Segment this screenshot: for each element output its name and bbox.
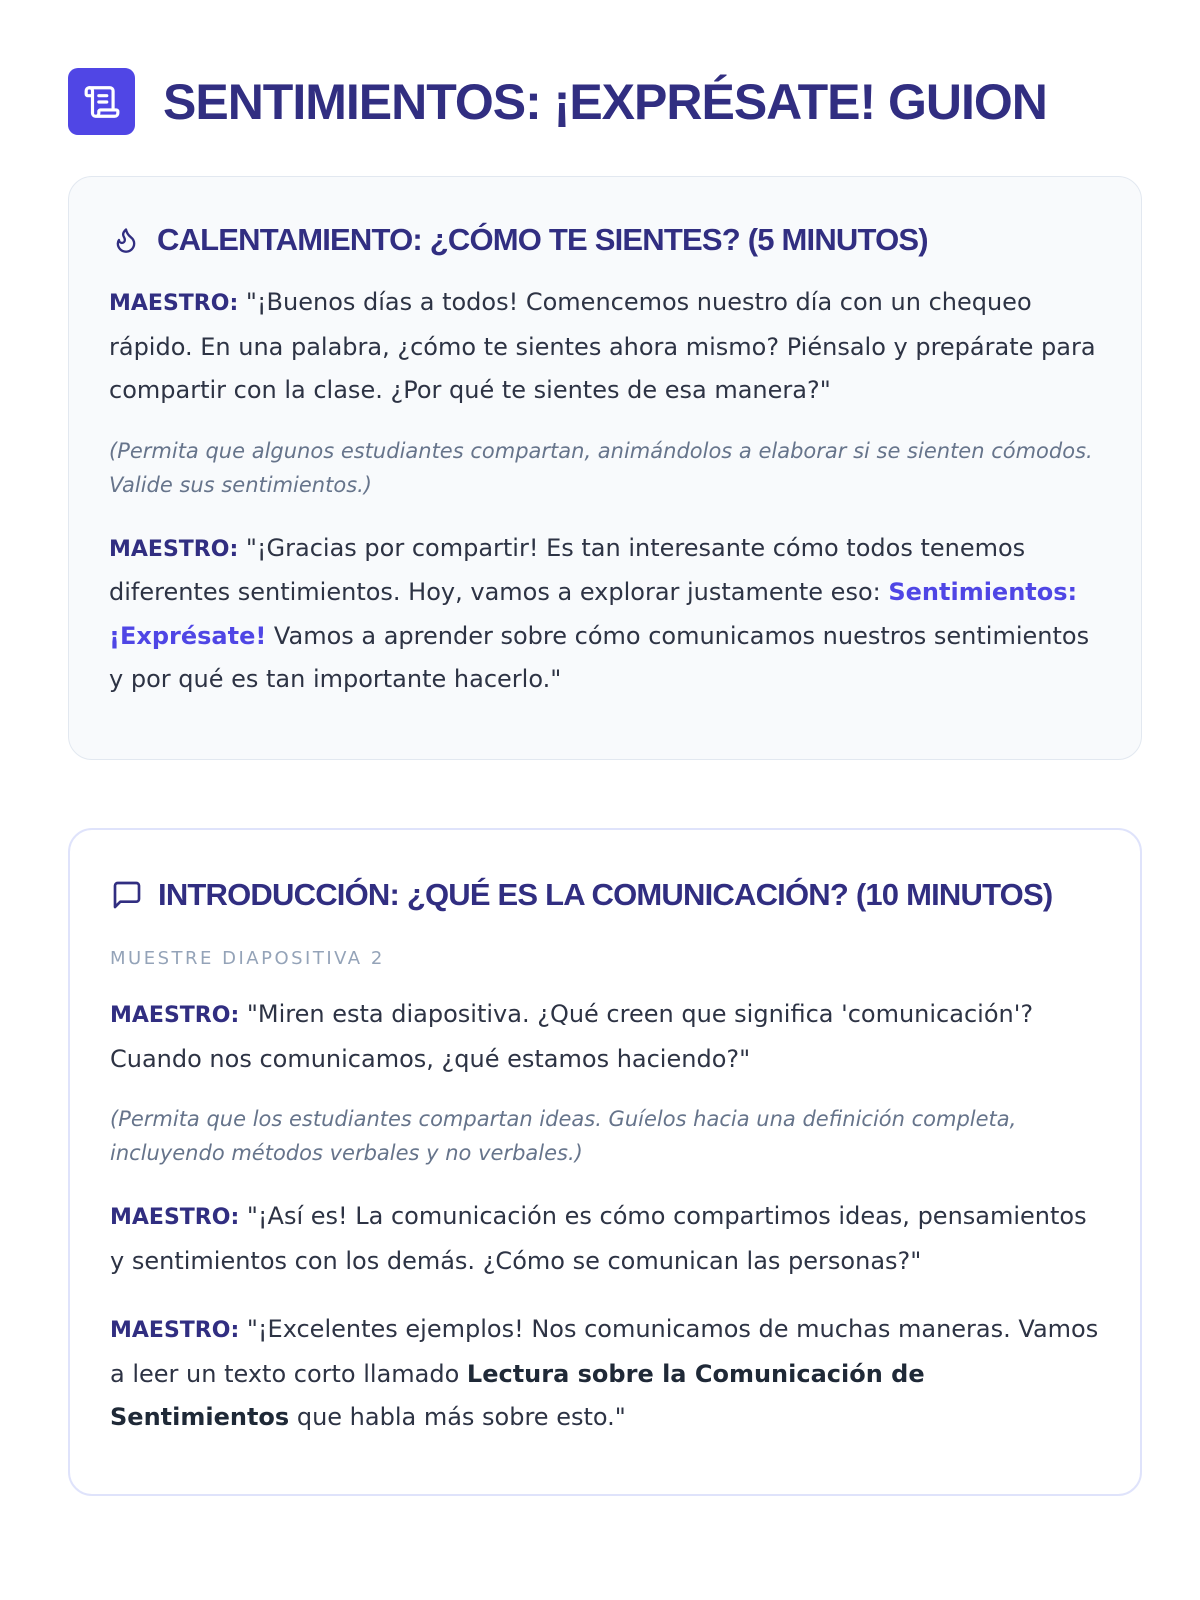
dialogue-text: que habla más sobre esto." bbox=[289, 1403, 626, 1431]
speaker-label: MAESTRO: bbox=[110, 1205, 240, 1230]
stage-direction: (Permita que algunos estudiantes compartan, animándolos a elaborar si se sienten cómodos. Valide sus sentimientos.) bbox=[109, 438, 1093, 497]
speaker-label: MAESTRO: bbox=[109, 536, 239, 562]
speaker-label: MAESTRO: bbox=[110, 1318, 240, 1343]
teacher-line bbox=[110, 1308, 1100, 1440]
page-header bbox=[68, 68, 1047, 135]
teacher-line bbox=[110, 1195, 1100, 1283]
stage-direction: (Permita que los estudiantes compartan ideas. Guíelos hacia una definición completa, incluyendo métodos verbales y no verbales.) bbox=[110, 1107, 1017, 1165]
slide-cue: MUESTRE DIAPOSITIVA 2 bbox=[110, 948, 385, 969]
dialogue-text: "Miren esta diapositiva. ¿Qué creen que significa 'comunicación'? Cuando nos comunicamos, ¿qué estamos haciendo?" bbox=[110, 1000, 1034, 1073]
dialogue-text: Vamos a aprender sobre cómo comunicamos nuestros sentimientos y por qué es tan importante hacerlo." bbox=[109, 621, 1090, 693]
teacher-line bbox=[109, 527, 1101, 702]
warmup-section bbox=[68, 176, 1142, 760]
speaker-label: MAESTRO: bbox=[110, 1003, 240, 1028]
lesson-title-highlight: Sentimientos: ¡Exprésate! bbox=[109, 578, 1078, 650]
chat-bubble-icon bbox=[110, 878, 144, 912]
dialogue-text: "¡Así es! La comunicación es cómo compartimos ideas, pensamientos y sentimientos con los demás. ¿Cómo se comunican las personas?" bbox=[110, 1202, 1087, 1275]
dialogue-text: "¡Buenos días a todos! Comencemos nuestro día con un chequeo rápido. En una palabra, ¿cómo te sientes ahora mismo? Piénsalo y prepárate para compartir con la clase. ¿Por qué te sientes de esa manera?" bbox=[109, 288, 1096, 404]
teacher-line bbox=[109, 281, 1101, 413]
scroll-icon bbox=[68, 68, 135, 135]
flame-icon bbox=[109, 223, 143, 257]
dialogue-text: "¡Excelentes ejemplos! Nos comunicamos de muchas maneras. Vamos a leer un texto corto llamado bbox=[110, 1315, 1099, 1388]
section-header bbox=[110, 872, 1100, 918]
page-title: SENTIMIENTOS: ¡EXPRÉSATE! GUION bbox=[163, 73, 1047, 130]
section-title: INTRODUCCIÓN: ¿QUÉ ES LA COMUNICACIÓN? (10 MINUTOS) bbox=[158, 877, 1053, 912]
dialogue-text: "¡Gracias por compartir! Es tan interesante cómo todos tenemos diferentes sentimientos. Hoy, vamos a explorar justamente eso: bbox=[109, 533, 1026, 606]
introduction-section bbox=[68, 828, 1142, 1496]
reading-title: Lectura sobre la Comunicación de Sentimientos bbox=[110, 1359, 925, 1431]
speaker-label: MAESTRO: bbox=[109, 291, 239, 316]
section-header bbox=[109, 217, 1101, 263]
teacher-line bbox=[110, 993, 1100, 1081]
section-title: CALENTAMIENTO: ¿CÓMO TE SIENTES? (5 MINUTOS) bbox=[157, 222, 928, 257]
